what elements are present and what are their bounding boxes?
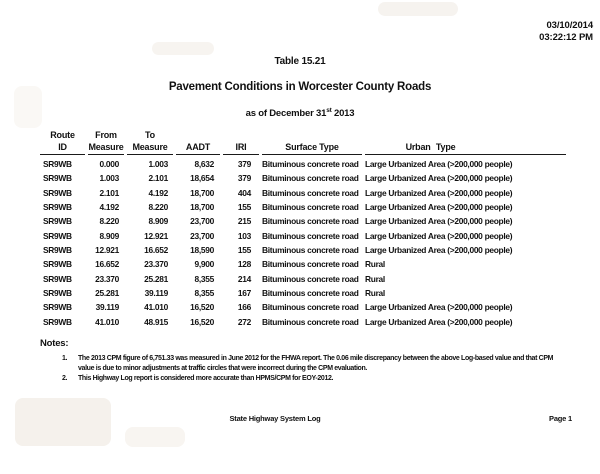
cell-from-measure: 12.921 [95, 245, 119, 256]
header-line: ID [58, 142, 67, 152]
pavement-conditions-table [40, 129, 570, 329]
cell-route-id: SR9WB [43, 316, 72, 327]
cell-aadt: 18,700 [190, 187, 214, 198]
cell-from-measure: 4.192 [99, 202, 119, 213]
cell-route-id: SR9WB [43, 302, 72, 313]
cell-to-measure: 2.101 [148, 173, 168, 184]
cell-from-measure: 8.909 [99, 230, 119, 241]
cell-urban-type: Rural [365, 288, 385, 299]
cell-aadt: 23,700 [190, 216, 214, 227]
header-line: Surface Type [285, 142, 339, 152]
column-header-aadt [176, 129, 220, 155]
cell-to-measure: 1.003 [148, 159, 168, 169]
print-time: 03:22:12 PM [539, 31, 593, 43]
table-row [40, 257, 570, 271]
cell-urban-type: Large Urbanized Area (>200,000 people) [365, 187, 513, 198]
table-row [40, 157, 570, 171]
column-header-iri [223, 129, 259, 155]
cell-route-id: SR9WB [43, 259, 72, 270]
note-text: The 2013 CPM figure of 6,751.33 was measured in June 2012 for the FHWA report. The 0.06 mile discrepancy between the above Log-based value and that CPM value is due to minor adjustments at traffic circles that were incorrect during the CPM evaluation. [78, 355, 554, 372]
cell-route-id: SR9WB [43, 173, 72, 184]
cell-surface-type: Bituminous concrete road [262, 187, 359, 198]
cell-urban-type: Rural [365, 273, 385, 284]
page-title: Pavement Conditions in Worcester County Roads [168, 81, 432, 93]
header-line: IRI [235, 142, 247, 152]
cell-iri: 272 [237, 316, 251, 327]
cell-route-id: SR9WB [43, 159, 72, 169]
cell-iri: 166 [237, 302, 251, 313]
cell-aadt: 18,700 [190, 202, 214, 213]
header-line: Measure [88, 142, 124, 152]
cell-surface-type: Bituminous concrete road [262, 230, 359, 241]
cell-to-measure: 25.281 [144, 273, 168, 284]
cell-route-id: SR9WB [43, 216, 72, 227]
header-line: Urban Type [405, 142, 456, 152]
notes-section [40, 338, 565, 385]
cell-from-measure: 41.010 [95, 316, 119, 327]
notes-list [40, 354, 565, 384]
table-row [40, 171, 570, 185]
cell-iri: 379 [237, 173, 251, 184]
header-line: AADT [185, 142, 211, 152]
scan-smudge [125, 427, 185, 447]
subtitle-suffix: 2013 [331, 108, 355, 119]
cell-iri: 214 [237, 273, 251, 284]
column-header-route-id [40, 129, 85, 155]
cell-route-id: SR9WB [43, 245, 72, 256]
table-row [40, 315, 570, 329]
cell-from-measure: 8.220 [99, 216, 119, 227]
table-row [40, 229, 570, 243]
cell-urban-type: Large Urbanized Area (>200,000 people) [365, 302, 513, 313]
cell-aadt: 16,520 [190, 316, 214, 327]
cell-route-id: SR9WB [43, 202, 72, 213]
cell-urban-type: Large Urbanized Area (>200,000 people) [365, 159, 513, 169]
notes-heading: Notes: [40, 338, 69, 349]
cell-aadt: 18,654 [190, 173, 214, 184]
print-timestamp [539, 20, 593, 43]
header-line: To [145, 130, 155, 140]
cell-to-measure: 12.921 [144, 230, 168, 241]
cell-to-measure: 41.010 [144, 302, 168, 313]
cell-aadt: 16,520 [190, 302, 214, 313]
cell-to-measure: 4.192 [148, 187, 168, 198]
note-number: 1. [62, 355, 68, 362]
cell-to-measure: 23.370 [144, 259, 168, 270]
cell-to-measure: 16.652 [144, 245, 168, 256]
footer-report-name: State Highway System Log [229, 414, 321, 423]
page-subtitle [0, 108, 600, 119]
cell-iri: 155 [237, 245, 251, 256]
cell-surface-type: Bituminous concrete road [262, 259, 359, 270]
cell-iri: 128 [237, 259, 251, 270]
column-header-surface-type [262, 129, 362, 155]
table-row [40, 286, 570, 300]
cell-aadt: 9,900 [194, 259, 214, 270]
cell-urban-type: Large Urbanized Area (>200,000 people) [365, 173, 513, 184]
subtitle-superscript: st [326, 106, 332, 114]
header-line [365, 129, 496, 141]
cell-iri: 215 [237, 216, 251, 227]
header-line: Measure [132, 142, 168, 152]
cell-surface-type: Bituminous concrete road [262, 273, 359, 284]
cell-aadt: 8,355 [194, 273, 214, 284]
cell-urban-type: Large Urbanized Area (>200,000 people) [365, 202, 513, 213]
table-row [40, 214, 570, 228]
cell-surface-type: Bituminous concrete road [262, 288, 359, 299]
cell-from-measure: 1.003 [99, 173, 119, 184]
cell-from-measure: 23.370 [95, 273, 119, 284]
cell-from-measure: 0.000 [99, 159, 119, 169]
column-header-from-measure [88, 129, 124, 155]
table-row [40, 243, 570, 257]
table-row [40, 272, 570, 286]
note-item [40, 374, 565, 384]
cell-iri: 103 [237, 230, 251, 241]
cell-from-measure: 2.101 [99, 187, 119, 198]
header-line: From [95, 130, 117, 140]
cell-surface-type: Bituminous concrete road [262, 159, 359, 169]
cell-to-measure: 8.909 [148, 216, 168, 227]
table-body [40, 157, 570, 329]
header-line [176, 129, 220, 141]
cell-route-id: SR9WB [43, 288, 72, 299]
cell-from-measure: 16.652 [95, 259, 119, 270]
scan-smudge [152, 42, 214, 55]
cell-aadt: 18,590 [190, 245, 214, 256]
note-item [40, 354, 565, 373]
cell-iri: 379 [237, 159, 251, 169]
footer-page-number: Page 1 [549, 414, 572, 423]
cell-aadt: 23,700 [190, 230, 214, 241]
cell-route-id: SR9WB [43, 273, 72, 284]
cell-urban-type: Large Urbanized Area (>200,000 people) [365, 216, 513, 227]
column-header-urban-type [365, 129, 566, 155]
cell-aadt: 8,355 [194, 288, 214, 299]
cell-surface-type: Bituminous concrete road [262, 173, 359, 184]
cell-from-measure: 25.281 [95, 288, 119, 299]
scan-smudge [378, 2, 458, 16]
cell-surface-type: Bituminous concrete road [262, 202, 359, 213]
cell-to-measure: 8.220 [148, 202, 168, 213]
cell-iri: 155 [237, 202, 251, 213]
cell-urban-type: Large Urbanized Area (>200,000 people) [365, 230, 513, 241]
cell-from-measure: 39.119 [95, 302, 119, 313]
table-row [40, 300, 570, 314]
cell-surface-type: Bituminous concrete road [262, 302, 359, 313]
scan-smudge [15, 398, 111, 446]
cell-urban-type: Large Urbanized Area (>200,000 people) [365, 316, 513, 327]
cell-surface-type: Bituminous concrete road [262, 216, 359, 227]
cell-route-id: SR9WB [43, 187, 72, 198]
column-header-to-measure [127, 129, 173, 155]
note-number: 2. [62, 375, 68, 383]
header-line [223, 129, 259, 141]
table-number-label: Table 15.21 [274, 56, 326, 67]
cell-aadt: 8,632 [194, 159, 214, 169]
table-row [40, 186, 570, 200]
cell-urban-type: Large Urbanized Area (>200,000 people) [365, 245, 513, 256]
cell-surface-type: Bituminous concrete road [262, 316, 359, 327]
cell-urban-type: Rural [365, 259, 385, 270]
print-date: 03/10/2014 [546, 20, 593, 31]
cell-route-id: SR9WB [43, 230, 72, 241]
note-indent [40, 374, 62, 384]
subtitle-prefix: as of December 31 [245, 108, 327, 119]
table-header-row [40, 129, 570, 155]
cell-iri: 404 [237, 187, 251, 198]
cell-to-measure: 39.119 [144, 288, 168, 299]
cell-surface-type: Bituminous concrete road [262, 245, 359, 256]
cell-to-measure: 48.915 [144, 316, 168, 327]
header-line: Route [50, 130, 75, 140]
note-indent [40, 354, 62, 373]
header-line [262, 129, 362, 141]
note-text: This Highway Log report is considered more accurate than HPMS/CPM for EOY-2012. [78, 375, 334, 383]
cell-iri: 167 [237, 288, 251, 299]
table-row [40, 200, 570, 214]
